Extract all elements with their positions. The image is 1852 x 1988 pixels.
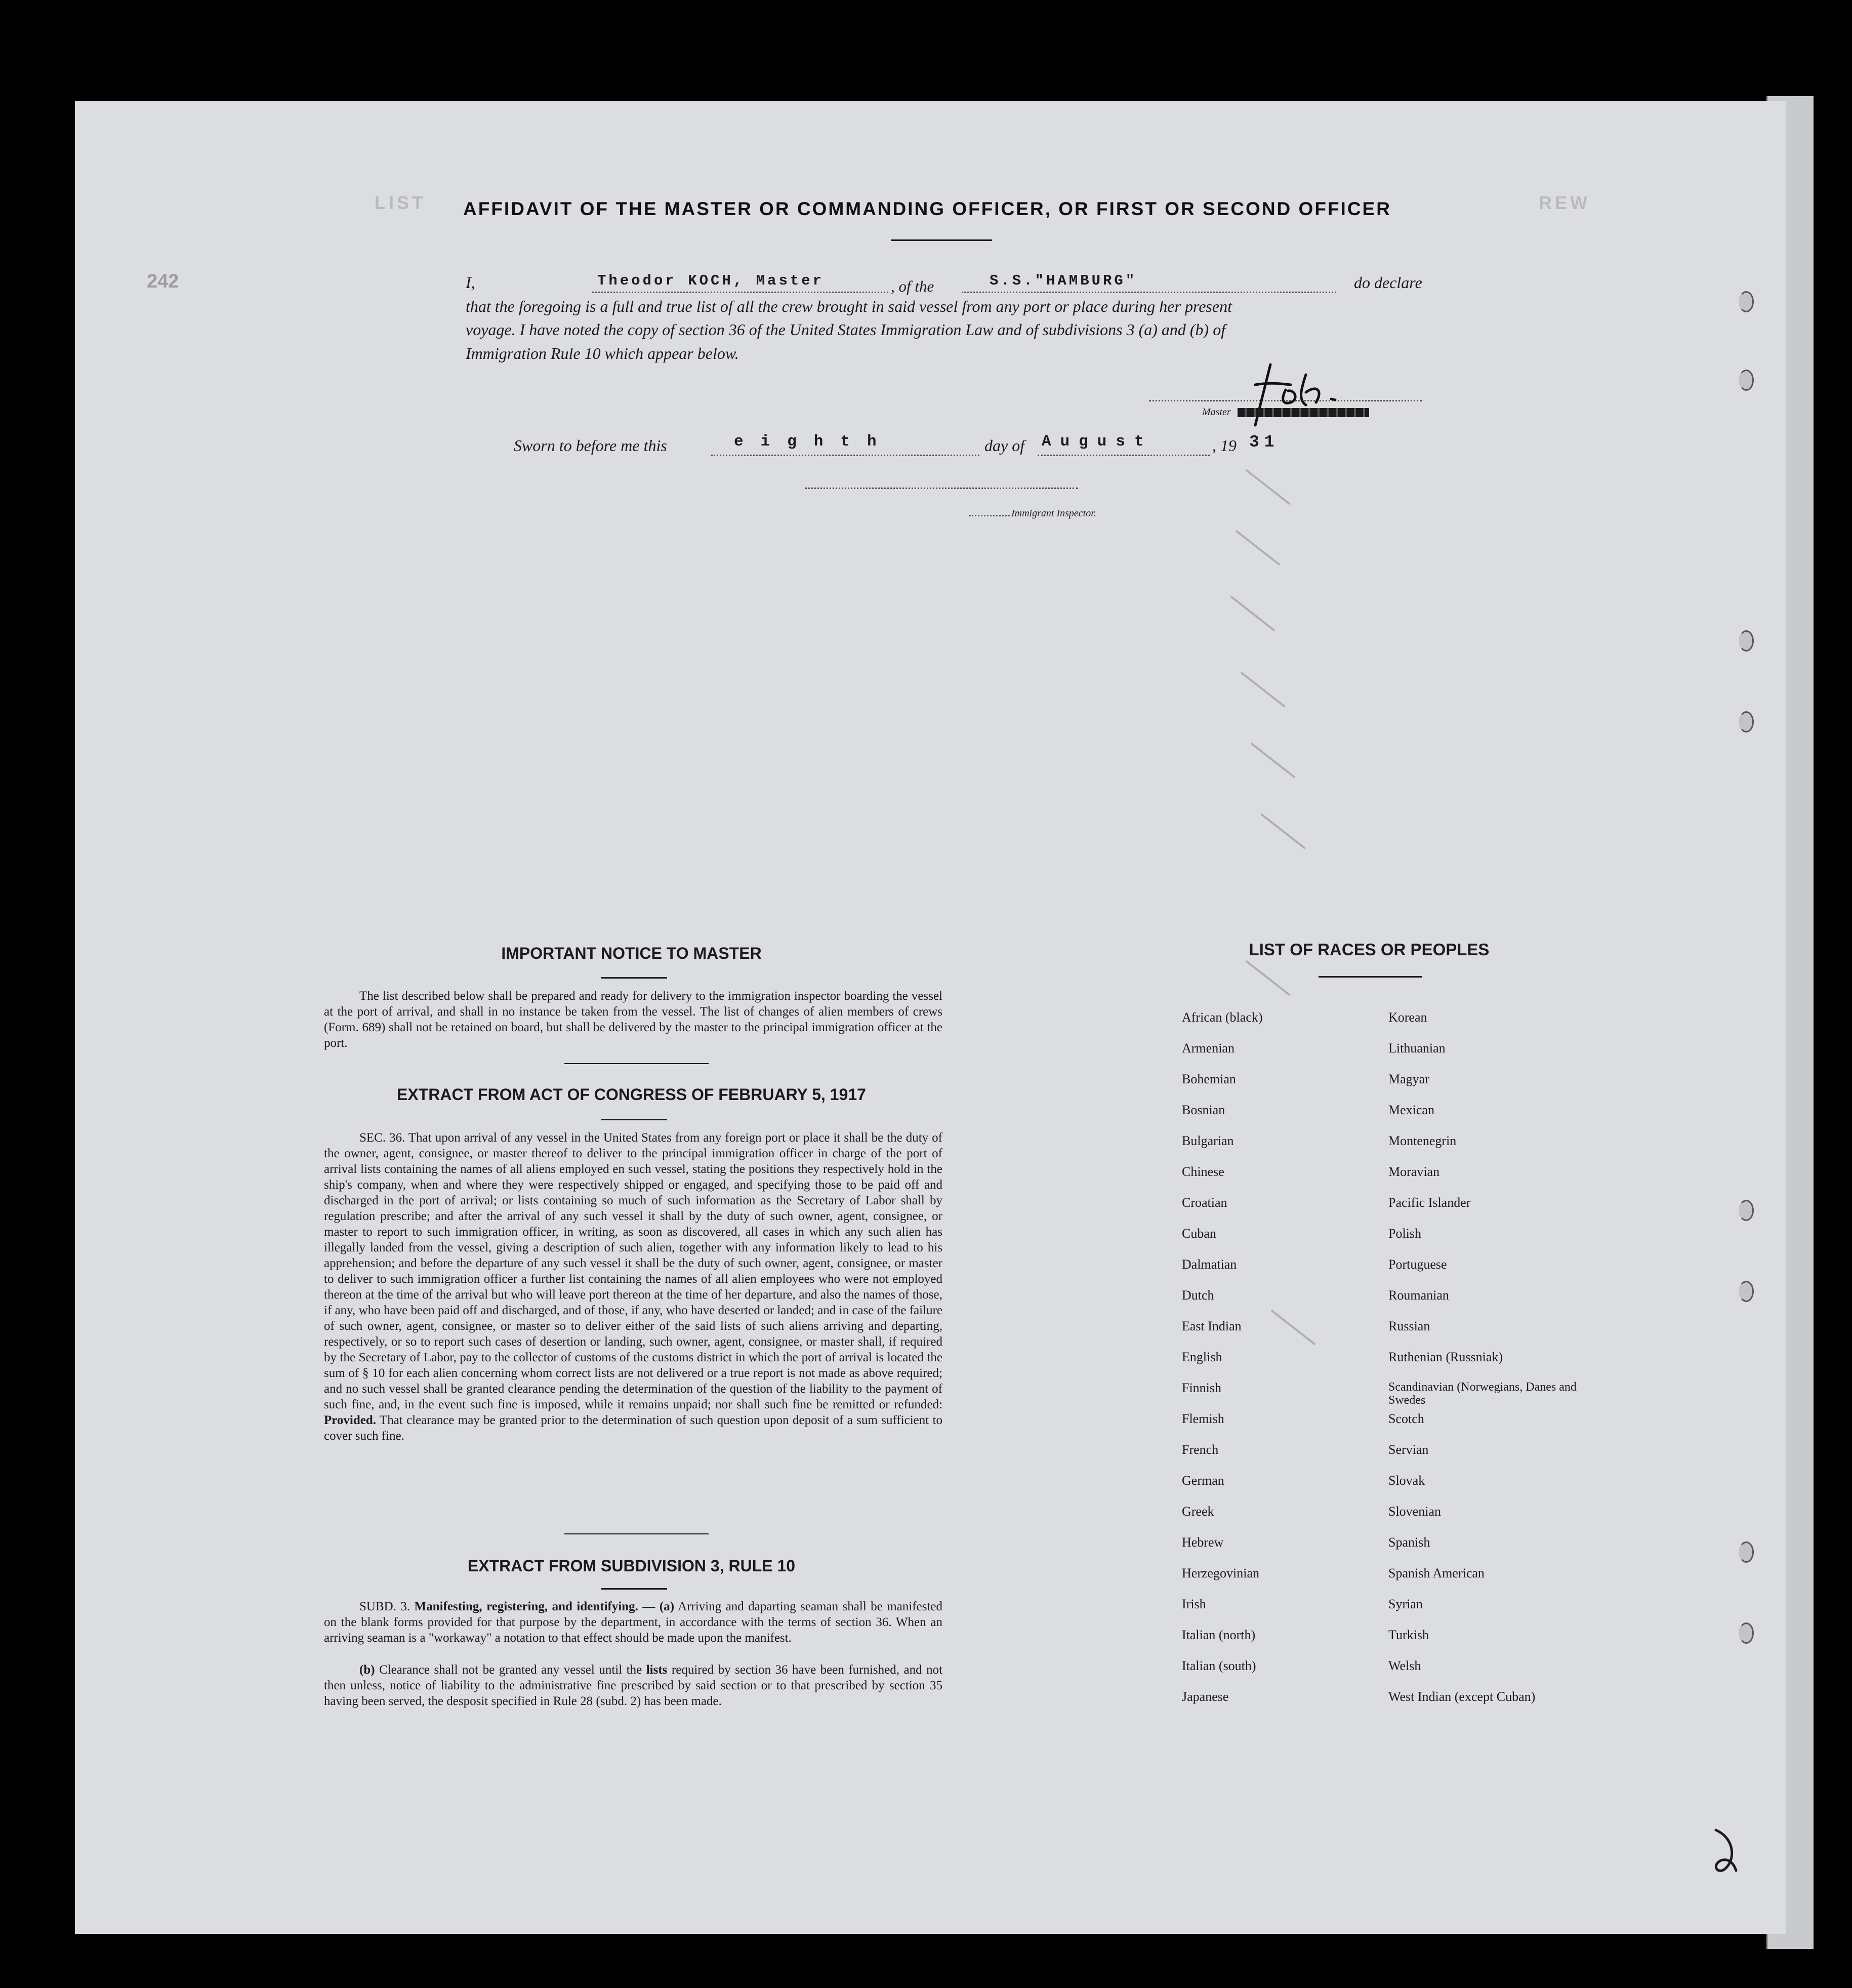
race-item: Korean — [1388, 1010, 1427, 1025]
master-signature — [1235, 354, 1397, 430]
race-item: German — [1182, 1473, 1224, 1488]
declaration-line: voyage. I have noted the copy of section 36 of the United States Immigration Law and of subdivisions 3 (a) and (b) of — [466, 320, 1226, 339]
race-item: Turkish — [1388, 1628, 1429, 1642]
race-item: Mexican — [1388, 1103, 1434, 1117]
subd-a-text — [324, 1599, 942, 1646]
race-item: Scandinavian (Norwegians, Danes and Swedes — [1388, 1381, 1577, 1407]
race-item: East Indian — [1182, 1319, 1242, 1333]
race-item: Cuban — [1182, 1226, 1216, 1241]
race-item: English — [1182, 1350, 1222, 1364]
punch-hole — [1739, 370, 1754, 391]
declaration-line: Immigration Rule 10 which appear below. — [466, 344, 739, 362]
act-body: SEC. 36. That upon arrival of any vessel in the United States from any foreign port or place it shall be the duty of the owner, agent, consignee, or master thereof to deliver to the principal immigration officer in charge of the port of arrival lists containing the names of all aliens employed en such vessel, stating the positions they respectively hold in the ship's company, when and where they were respectively shipped or engaged, and specifying those to be paid off and discharged in the port of arrival; or lists containing so much of such information as the Secretary of Labor shall by regulation prescribe; and after the arrival of any such vessel it shall by the duty of such owner, agent, consignee, or master to report to such immigration officer, in writing, as soon as discovered, all cases in which any such alien has illegally landed from the vessel, giving a description of such alien, together with any information likely to lead to his apprehension; and before the departure of any such vessel it shall be the duty of such owner, agent, consignee, or master to deliver to such immigration officer a further list containing the names of all alien employees who were not employed thereon at the time of the arrival but who will leave port thereon at the time of her departure, and also the names of those, if any, who have been paid off and discharged, and of those, if any, who have deserted or landed; and in case of the failure of such owner, agent, consignee, or master so to deliver either of the said lists of such aliens arriving and departing, respectively, or so to report such cases of desertion or landing, such owner, agent, consignee, or master shall, if required by the Secretary of Labor, pay to the collector of customs of the customs district in which the port of arrival is located the sum of § 10 for each alien concerning whom correct lists are not delivered or a true report is not made as above required; and no such vessel shall be granted clearance pending the determination of the question of the liability to the payment of such fine, and, in the event such fine is imposed, while it remains unpaid; nor shall such fine be remitted or refunded: — [324, 1131, 942, 1411]
race-item: Servian — [1388, 1442, 1429, 1457]
punch-hole — [1739, 711, 1754, 733]
subd-b-body: Clearance shall not be granted any vessel until the — [379, 1663, 642, 1677]
master-name-line — [592, 292, 888, 293]
race-item: Croatian — [1182, 1195, 1227, 1210]
races-title: LIST OF RACES OR PEOPLES — [1249, 940, 1490, 959]
race-item: Welsh — [1388, 1658, 1421, 1673]
punch-hole — [1739, 1622, 1754, 1644]
subd-heading: Manifesting, registering, and identifying. — [414, 1600, 638, 1613]
sworn-day: eighth — [734, 433, 894, 451]
race-item: Chinese — [1182, 1164, 1224, 1179]
declaration-line: that the foregoing is a full and true list of all the crew brought in said vessel from any port or place during her present — [466, 297, 1232, 315]
inspector-line-short — [969, 515, 1010, 516]
subd-a-label: — (a) — [642, 1600, 675, 1613]
notice-title: IMPORTANT NOTICE TO MASTER — [501, 944, 762, 962]
race-item: Polish — [1388, 1226, 1422, 1241]
race-item: Dutch — [1182, 1288, 1214, 1303]
subd-b-label: (b) — [359, 1663, 375, 1677]
inspector-line — [805, 488, 1078, 489]
provided-label: Provided. — [324, 1413, 377, 1427]
race-item: Portuguese — [1388, 1257, 1447, 1272]
races-left-column — [1182, 1010, 1379, 1720]
title-underline — [891, 239, 992, 241]
page-number-mark — [1706, 1822, 1751, 1883]
race-item: Flemish — [1182, 1411, 1224, 1426]
race-item: Armenian — [1182, 1041, 1234, 1056]
race-item: Pacific Islander — [1388, 1195, 1471, 1210]
sworn-month: August — [1042, 433, 1153, 451]
punch-hole — [1739, 1281, 1754, 1302]
race-item: Bosnian — [1182, 1103, 1225, 1117]
struck-out-title — [1238, 408, 1369, 417]
race-item: Russian — [1388, 1319, 1430, 1333]
race-item: Ruthenian (Russniak) — [1388, 1350, 1503, 1364]
master-name: Theodor KOCH, Master — [597, 272, 825, 289]
punch-hole — [1739, 630, 1754, 652]
section-divider — [564, 1063, 709, 1064]
race-item: Herzegovinian — [1182, 1566, 1260, 1580]
section-divider — [564, 1533, 709, 1534]
race-item: Spanish — [1388, 1535, 1430, 1550]
notice-text: The list described below shall be prepared and ready for delivery to the immigration inspector boarding the vessel at the port of arrival, and shall in no instance be taken from the vessel. The list of changes of alien members of crews (Form. 689) shall not be retained on board, but shall be delivered by the master to the principal immigration officer at the port. — [324, 989, 942, 1050]
page-mark: 242 — [147, 271, 179, 292]
inspector-label: Immigrant Inspector. — [1011, 508, 1096, 519]
race-item: Hebrew — [1182, 1535, 1224, 1550]
race-item: Italian (north) — [1182, 1628, 1256, 1642]
race-item: Bulgarian — [1182, 1133, 1234, 1148]
punch-hole — [1739, 291, 1754, 312]
sworn-month-line — [1038, 455, 1210, 456]
race-item: Italian (south) — [1182, 1658, 1256, 1673]
sworn-prefix: Sworn to before me this — [514, 436, 667, 455]
race-item: Syrian — [1388, 1597, 1423, 1611]
race-item: Moravian — [1388, 1164, 1440, 1179]
rule-extract-title: EXTRACT FROM SUBDIVISION 3, RULE 10 — [467, 1557, 796, 1575]
subd-b-text — [324, 1662, 942, 1709]
race-item: Dalmatian — [1182, 1257, 1237, 1272]
vessel-line — [962, 292, 1336, 293]
punch-hole — [1739, 1200, 1754, 1221]
year-suffix: 31 — [1249, 433, 1280, 452]
race-item: Irish — [1182, 1597, 1206, 1611]
race-item: Bohemian — [1182, 1072, 1236, 1086]
year-prefix: , 19 — [1212, 436, 1237, 455]
race-item: Spanish American — [1388, 1566, 1485, 1580]
race-item: African (black) — [1182, 1010, 1263, 1025]
races-underline — [1319, 976, 1422, 978]
race-item: Slovenian — [1388, 1504, 1441, 1519]
sworn-day-line — [711, 455, 979, 456]
race-item: Magyar — [1388, 1072, 1429, 1086]
subd-label: SUBD. 3. — [359, 1600, 410, 1613]
races-right-column — [1388, 1010, 1601, 1720]
act-extract-text — [324, 1130, 942, 1444]
race-item: West Indian (except Cuban) — [1388, 1689, 1536, 1704]
do-declare-text: do declare — [1354, 273, 1422, 292]
of-the-text: , of the — [891, 277, 934, 295]
act-extract-title: EXTRACT FROM ACT OF CONGRESS OF FEBRUARY 5, 1917 — [397, 1085, 866, 1104]
race-item: Lithuanian — [1388, 1041, 1446, 1056]
subd-b-body-end: required by section 36 have been furnished, and not then unless, notice of liability to the administrative fine prescribed by said section or to that prescribed by section 35 having been served, the desposit specified in Rule 28 (subd. 2) has been made. — [324, 1663, 943, 1708]
race-item: Scotch — [1388, 1411, 1424, 1426]
notice-underline — [601, 977, 667, 979]
lists-word: lists — [646, 1663, 668, 1677]
bleed-through-text: REW — [1539, 192, 1590, 213]
vessel-name: S.S."HAMBURG" — [990, 272, 1137, 289]
subd-a-body: Arriving and daparting seaman shall be manifested on the blank forms provided for that purpose by the department, in accordance with the terms of section 36. When an arriving seaman is a "workaway" a notation to that effect should be made upon the manifest. — [324, 1600, 942, 1645]
race-item: Greek — [1182, 1504, 1214, 1519]
act-body-end: That clearance may be granted prior to the determination of such question upon deposit of a sum sufficient to cover such fine. — [324, 1413, 942, 1443]
race-item: Finnish — [1182, 1381, 1222, 1395]
rule-underline — [601, 1588, 667, 1590]
signature-label: Master — [1202, 407, 1231, 418]
race-item: Montenegrin — [1388, 1133, 1457, 1148]
punch-hole — [1739, 1541, 1754, 1563]
bleed-through-text: LIST — [375, 192, 426, 213]
race-item: Roumanian — [1388, 1288, 1449, 1303]
race-item: Japanese — [1182, 1689, 1229, 1704]
act-underline — [601, 1119, 667, 1120]
affidavit-i: I, — [466, 273, 475, 292]
affidavit-title: AFFIDAVIT OF THE MASTER OR COMMANDING OFFICER, OR FIRST OR SECOND OFFICER — [463, 198, 1391, 219]
race-item: French — [1182, 1442, 1219, 1457]
day-of-text: day of — [984, 436, 1025, 455]
race-item: Slovak — [1388, 1473, 1425, 1488]
